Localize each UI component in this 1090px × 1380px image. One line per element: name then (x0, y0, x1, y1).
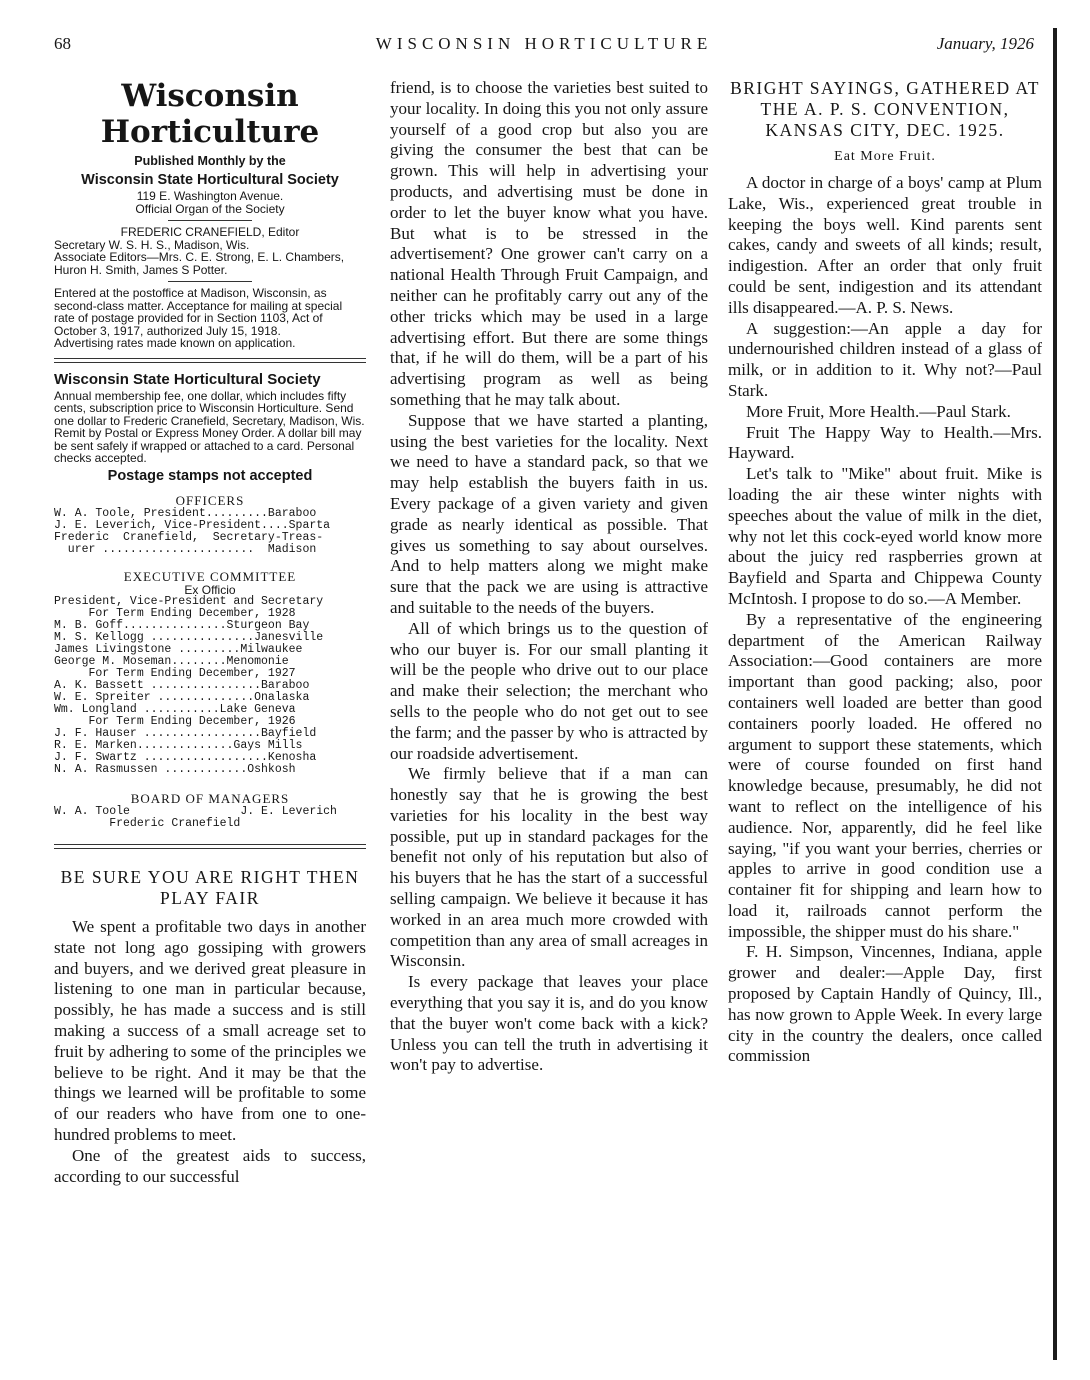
article-paragraph: Let's talk to "Mike" about fruit. Mike is loading the air these winter nights with speeches about the value of milk in the diet, why not let this cock-eyed world know more about the juicy red raspberries grown at Bayfield and Sparta and Chippewa County McIntosh. I propose to do so.—A Member. (728, 464, 1042, 608)
double-divider (54, 844, 366, 849)
officer-line: J. E. Leverich, Vice-President....Sparta (54, 518, 331, 532)
article-paragraph: One of the greatest aids to success, according to our successful (54, 1145, 366, 1186)
article-paragraph: By a representative of the engineering department of the American Railway Association:—Good containers are more important than good packing; also, poor containers well loaded are better than good containers poorly loaded. He offered no argument to support these statements, which were of course founded on first hand knowledge because, presumably, he did not want to reflect on the intelligence of his audience. Nor, apparently, did he feel like saying, "if you want your berries, cherries or apples to arrive in good condition use a container fit for shipping and learn how to load it, railroads cannot perform the impossible, the shipper must do his share." (728, 609, 1042, 941)
journal-title: WISCONSIN HORTICULTURE (375, 34, 713, 53)
executive-line: For Term Ending December, 1928 (54, 607, 296, 620)
officer-line: urer ...................... Madison (54, 542, 317, 556)
society-remit: Remit by Postal or Express Money Order. A dollar bill may be sent safely if wrapped or attached to a card. Personal checks accepted. (54, 426, 362, 465)
article-paragraph: Is every package that leaves your place everything that you say it is, and do you know that the buyer won't come back with a kick? Unless you can tell the truth in advertising it won't pay to advertise. (390, 972, 708, 1075)
article-paragraph: All of which brings us to the question of who our buyer is. For our small planting it will be the people who drive out to our place and make their selection; the merchant who sells to the people who do not get out to see the farm; and the passer by who is attracted by our roadside advertisement. (390, 618, 708, 763)
officer-line: W. A. Toole, President.........Baraboo (54, 506, 317, 520)
double-divider (54, 358, 366, 363)
article-paragraph: friend, is to choose the varieties best suited to your locality. In doing this you not only assure yourself of a good crop but also you are giving the consumer the best that can be grown. This will help in advertising your products, and advertising must be done in order to let the buyer know what you have. But what is to be stressed in the advertisement? One grower can't carry on a national Health Through Fruit Campaign, and neither can he profitably carry out any of the other tricks which may be used in a large advertising effort. But there are some things that, if he will do them, will be a part of his advertising program as well as being something that he may talk about. (390, 78, 708, 409)
executive-line: For Term Ending December, 1926 (54, 715, 296, 728)
article-title: BE SURE YOU ARE RIGHT THEN PLAY FAIR (60, 867, 360, 908)
society-membership: Annual membership fee, one dollar, which includes fifty cents, subscription price to Wisconsin Horticulture. Send one dollar to Frederic Cranefield, Secretary, Madison, Wis. (54, 388, 365, 428)
officers-heading: OFFICERS (175, 492, 245, 508)
executive-line: Wm. Longland ...........Lake Geneva (54, 703, 296, 716)
executive-list (54, 596, 366, 776)
executive-line: M. B. Goff...............Sturgeon Bay (54, 619, 310, 632)
article-paragraph: We spent a profitable two days in another state not long ago gossiping with growers and buyers, and we derived great pleasure in listening to one man in particular because, possibly, he has made a success and is still making a success of a small acreage set to fruit by adhering to some of the principles we believe to be right. And it may be that the things we learned will be profitable to some of our readers who have from one to one-hundred problems to meet. (54, 917, 366, 1144)
article-paragraph: More Fruit, More Health.—Paul Stark. (746, 401, 1011, 421)
column-middle (390, 78, 708, 1368)
running-head (54, 34, 1034, 62)
executive-line: W. E. Spreiter ..............Onalaska (54, 691, 310, 704)
executive-line: A. K. Bassett ................Baraboo (54, 679, 310, 692)
board-line: Frederic Cranefield (54, 817, 241, 830)
masthead-entered: Entered at the postoffice at Madison, Wisconsin, as second-class matter. Acceptance for mailing at special rate of postage provided for in Section 1103, Act of October 3, 1917, authorized July 15, 1918. (54, 286, 343, 338)
column-right (728, 78, 1042, 1368)
executive-line: James Livingstone .........Milwaukee (54, 643, 303, 656)
page-edge-rule (1053, 28, 1057, 1360)
masthead-society: Wisconsin State Horticultural Society (81, 172, 339, 188)
board-line: W. A. Toole J. E. Leverich (54, 805, 337, 818)
divider (168, 220, 252, 221)
executive-line: George M. Moseman........Menomonie (54, 655, 289, 668)
page-number: 68 (54, 34, 71, 53)
executive-line: J. F. Hauser .................Bayfield (54, 727, 317, 740)
article-paragraph: Suppose that we have started a planting, using the best varieties for the locality. Next we need to have a standard pack, so that we may help establish the buyers faith in us. Every package of a given variety and given grade as nearly identical as possible. That gives us something to say about ourselves. And to help matters along we might make sure that the pack we are using is attractive and suitable to the needs of the buyers. (390, 410, 708, 617)
executive-heading: EXECUTIVE COMMITTEE (123, 568, 297, 584)
executive-line: M. S. Kellogg ...............Janesville (54, 631, 324, 644)
article-subhead: Eat More Fruit. (834, 149, 936, 164)
executive-line: R. E. Marken..............Gays Mills (54, 739, 303, 752)
article-paragraph: We firmly believe that if a man can honestly say that he is growing the best varieties for his locality in the best way possible, put up in standard packages for the benefit not only of his reputation but also of his buyers that he has the start of a successful selling campaign. We believe it because it has worked in an area much more crowded with competition than any area of small acreages in Wisconsin. (390, 764, 708, 971)
executive-line: N. A. Rasmussen ............Oshkosh (54, 763, 296, 776)
executive-line: J. F. Swartz ..................Kenosha (54, 751, 317, 764)
masthead-associates: Associate Editors—Mrs. C. E. Strong, E. L. Chambers, Huron H. Smith, James S Potter. (54, 250, 345, 277)
masthead-official: Official Organ of the Society (135, 201, 285, 216)
masthead-editor: FREDERIC CRANEFIELD, Editor (120, 225, 300, 239)
executive-line: For Term Ending December, 1927 (54, 667, 296, 680)
executive-line: President, Vice-President and Secretary (54, 595, 324, 608)
article-title: BRIGHT SAYINGS, GATHERED AT THE A. P. S. CONVENTION, KANSAS CITY, DEC. 1925. (730, 78, 1040, 140)
masthead-secretary: Secretary W. S. H. S., Madison, Wis. (54, 237, 250, 252)
issue-date: January, 1926 (936, 34, 1034, 53)
article-paragraph: A suggestion:—An apple a day for undernourished children instead of a glass of milk, or in addition to it. Why not?—Paul Stark. (728, 318, 1042, 400)
officer-line: Frederic Cranefield, Secretary-Treas- (54, 530, 324, 544)
officers-list (54, 508, 366, 556)
masthead-title: Wisconsin Horticulture (100, 78, 320, 150)
masthead-advertising: Advertising rates made known on application. (54, 336, 296, 350)
article-paragraph: F. H. Simpson, Vincennes, Indiana, apple grower and dealer:—Apple Day, first proposed by Captain Handly of Quincy, Ill., has now grown to Apple Week. In every large city in the country the dealers, once called commission (728, 942, 1042, 1066)
article-paragraph: A doctor in charge of a boys' camp at Plum Lake, Wis., experienced great trouble in keeping the boys well. Kind parents sent cakes, candy and sweets of all kinds; result, indigestion. After an order that only fruit could be sent, indigestion and its attendant ills disappeared.—A. P. S. News. (728, 173, 1042, 317)
column-left (54, 78, 366, 1368)
article-paragraph: Fruit The Happy Way to Health.—Mrs. Hayward. (728, 422, 1042, 463)
masthead-address: 119 E. Washington Avenue. (136, 189, 284, 203)
board-heading: BOARD OF MANAGERS (130, 791, 290, 806)
stamps-notice: Postage stamps not accepted (107, 467, 313, 484)
executive-subheading: Ex Officio (184, 582, 236, 597)
society-heading: Wisconsin State Horticultural Society (54, 370, 321, 388)
divider (168, 281, 252, 282)
masthead-published: Published Monthly by the (134, 154, 286, 168)
